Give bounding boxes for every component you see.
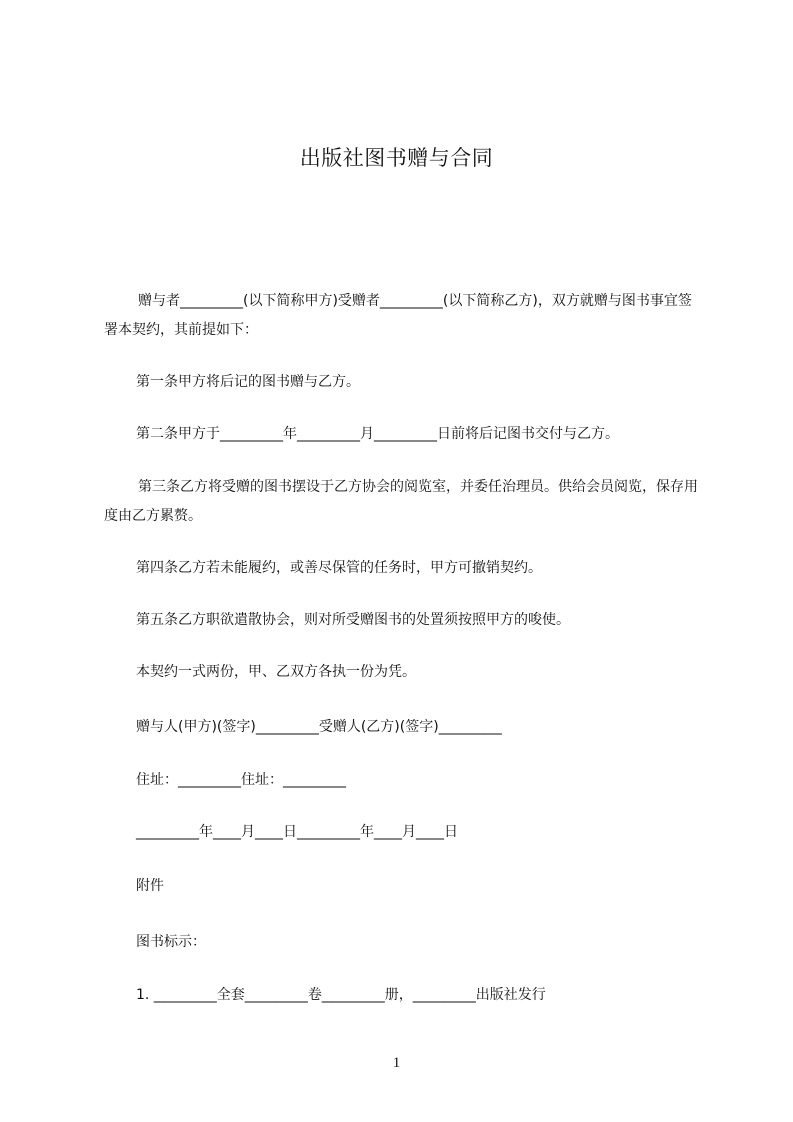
date-line: _________年____月____日_________年____月____日 — [136, 824, 458, 840]
address-line: 住址：_________住址：_________ — [136, 772, 346, 788]
page-title: 出版社图书赠与合同 — [299, 146, 494, 170]
page-number: 1 — [392, 1055, 401, 1071]
article-4: 第四条乙方若未能履约，或善尽保管的任务时，甲方可撤销契约。 — [136, 560, 542, 576]
article-3: 第三条乙方将受赠的图书摆设于乙方协会的阅览室，并委任治理员。供给会员阅览，保存用度由乙方累赘。 — [104, 479, 698, 524]
article-1: 第一条甲方将后记的图书赠与乙方。 — [136, 374, 360, 390]
copies-clause: 本契约一式两份，甲、乙双方各执一份为凭。 — [136, 664, 416, 680]
article-2: 第二条甲方于_________年_________月_________日前将后记图书交付与乙方。 — [136, 426, 619, 442]
article-5: 第五条乙方职欲遣散协会，则对所受赠图书的处置须按照甲方的唆使。 — [136, 612, 570, 628]
appendix-label: 附件 — [136, 878, 164, 894]
book-label: 图书标示： — [136, 934, 206, 950]
intro-paragraph: 赠与者_________(以下简称甲方)受赠者_________(以下简称乙方)，双方就赠与图书事宜签署本契约，其前提如下： — [104, 293, 692, 338]
book-item: 1. _________全套_________卷_________册，_________出版社发行 — [136, 987, 546, 1003]
signature-line: 赠与人(甲方)(签字)_________受赠人(乙方)(签字)_________ — [136, 719, 502, 735]
